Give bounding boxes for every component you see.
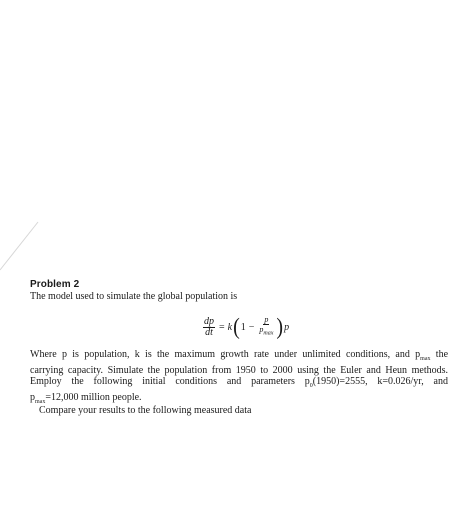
one: 1 (240, 321, 246, 333)
derivative-numerator: dp (204, 315, 214, 327)
rate-k: k (227, 321, 233, 333)
paragraph-line-1: Where p is population, k is the maximum growth rate under unlimited conditions, and $p_{max}$ the (30, 349, 449, 362)
capacity-sub: max (263, 330, 274, 337)
paragraph-line-4: $p_{max}=12,000$ million people. (30, 392, 142, 405)
problem-heading: Problem 2 (30, 279, 80, 290)
derivative-denominator: dt (205, 326, 213, 338)
capacity-p: p (259, 325, 264, 335)
paragraph-line-2: carrying capacity. Simulate the population from 1950 to 2000 using the Euler and Heun methods. (30, 365, 448, 376)
minus-sign: − (248, 321, 255, 333)
capacity-fraction (258, 315, 274, 339)
capacity-denominator (258, 325, 274, 339)
derivative-fraction (203, 317, 215, 338)
logistic-equation (202, 310, 289, 344)
open-paren: ( (233, 314, 240, 340)
compare-sentence: Compare your results to the following measured data (39, 405, 252, 416)
close-paren: ) (276, 314, 284, 340)
equals-sign: = (219, 321, 225, 333)
intro-sentence: The model used to simulate the global population is (30, 291, 238, 302)
capacity-numerator: p (264, 315, 269, 325)
trailing-p: p (284, 321, 290, 333)
problem-paragraph (30, 349, 448, 408)
paragraph-line-3: Employ the following initial conditions and parameters $p_0(1950)=2555$, k=0.026/yr, and (30, 376, 448, 389)
